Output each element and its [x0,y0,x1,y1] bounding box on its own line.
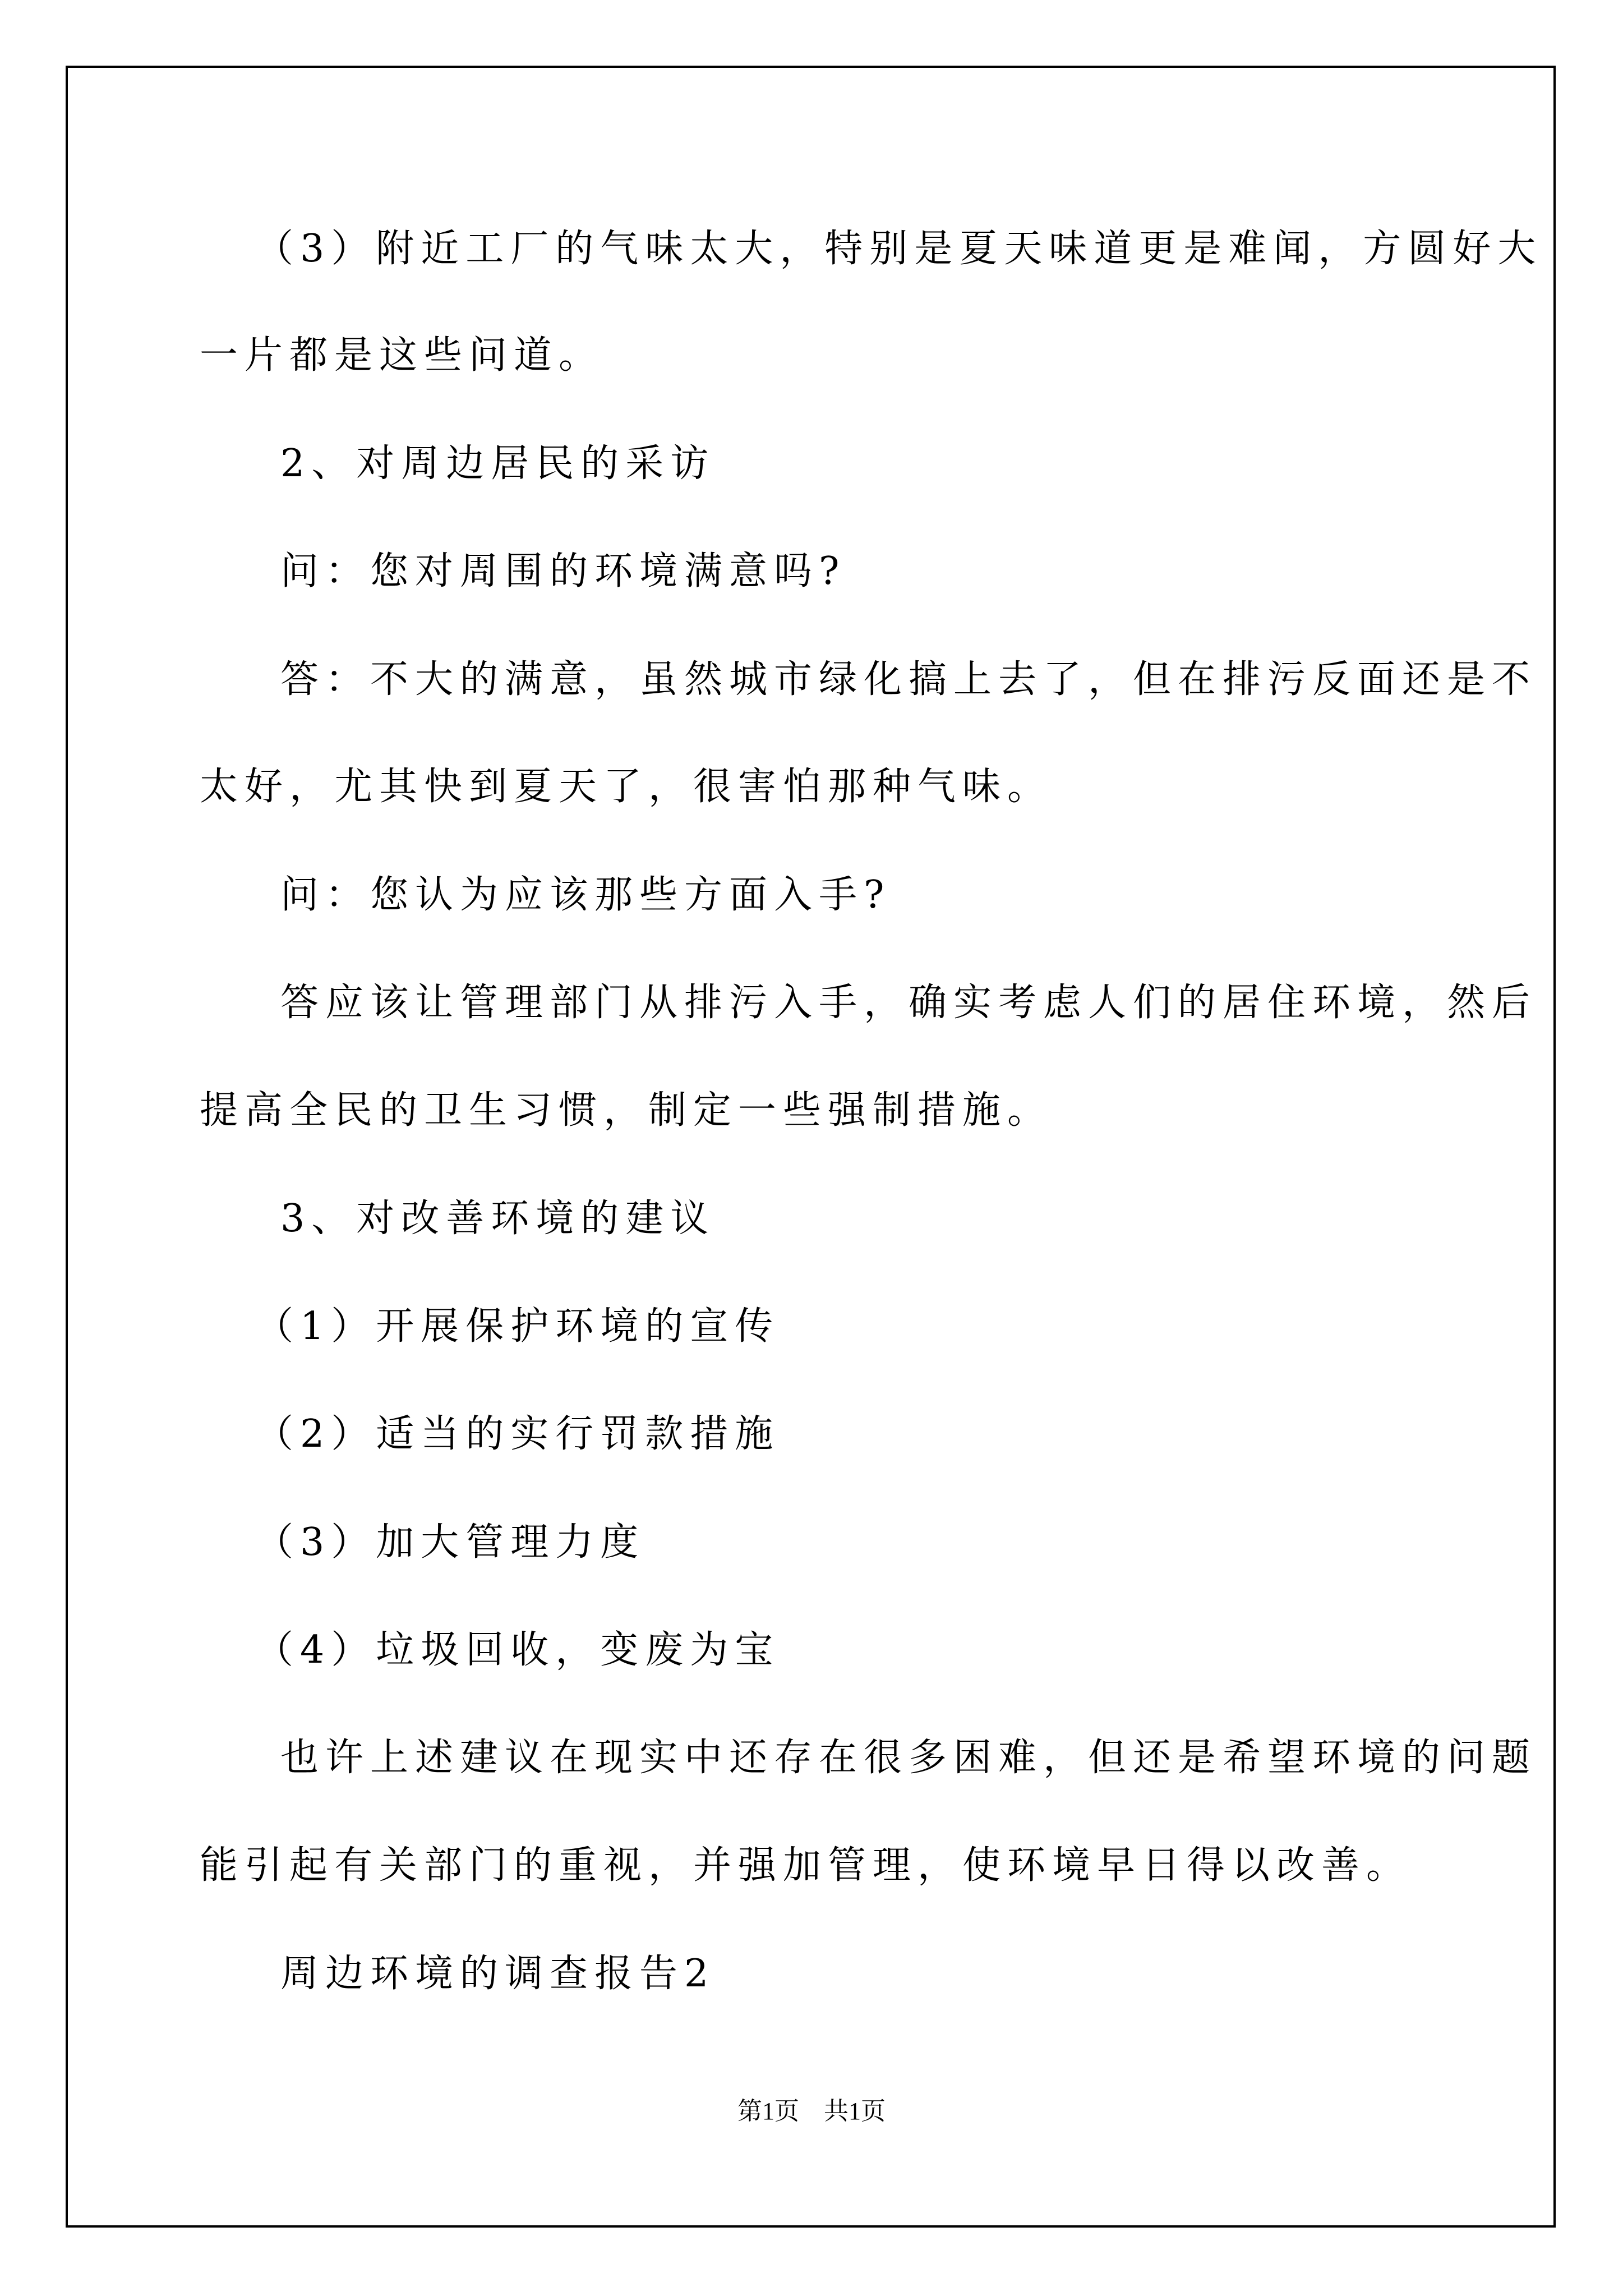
page-border [66,66,1556,2228]
report-title: 周边环境的调查报告2 [280,1952,716,1996]
answer-line: 太好，尤其快到夏天了，很害怕那种气味。 [200,765,1053,809]
section-heading: 3、对改善环境的建议 [280,1197,716,1241]
list-item: （4）垃圾回收，变废为宝 [255,1628,780,1672]
paragraph-line: 也许上述建议在现实中还存在很多困难，但还是希望环境的问题 [280,1736,1537,1780]
page-footer: 第1页 共1页 [737,2097,886,2125]
question-line: 问：您对周围的环境满意吗? [280,549,846,593]
list-item: （3）加大管理力度 [255,1520,645,1565]
answer-line: 提高全民的卫生习惯，制定一些强制措施。 [200,1088,1053,1133]
list-item: （2）适当的实行罚款措施 [255,1412,780,1456]
section-heading: 2、对周边居民的采访 [280,441,716,486]
list-item: （1）开展保护环境的宣传 [255,1304,780,1349]
question-line: 问：您认为应该那些方面入手? [280,873,891,917]
paragraph-line: 一片都是这些问道。 [200,333,604,378]
answer-line: 答应该让管理部门从排污入手，确实考虑人们的居住环境，然后 [280,981,1537,1025]
paragraph-line: 能引起有关部门的重视，并强加管理，使环境早日得以改善。 [200,1843,1412,1888]
paragraph-line: （3）附近工厂的气味太大，特别是夏天味道更是难闻，方圆好大 [255,227,1543,271]
answer-line: 答：不大的满意，虽然城市绿化搞上去了，但在排污反面还是不 [280,657,1537,702]
